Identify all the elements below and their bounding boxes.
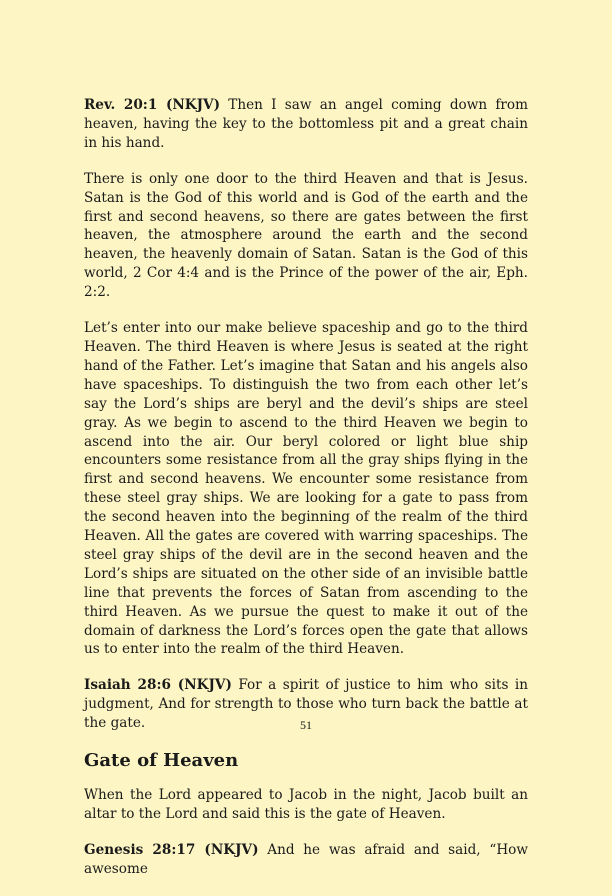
paragraph-text: For a spirit of justice to him who sits in judgment, And for strength to those who turn back the battle at the gate. <box>84 677 528 732</box>
scripture-reference: Isaiah 28:6 (NKJV) <box>84 677 232 694</box>
paragraph-text: Let’s enter into our make believe spaceship and go to the third Heaven. The third Heaven is where Jesus is seated at the right hand of the Father. Let’s imagine that Satan and his angels also have spaceships. To distinguish the two from each other let’s say the Lord’s ships are beryl and the devil’s ships are steel gray. As we begin to ascend to the third Heaven we begin to ascend into the air. Our beryl colored or light blue ship encounters some resistance from all the gray ships flying in the first and second heavens. We encounter some resistance from these steel gray ships. We are looking for a gate to pass from the second heaven into the beginning of the realm of the third Heaven. All the gates are covered with warring spaceships. The steel gray ships of the devil are in the second heaven and the Lord’s ships are situated on the other side of an invisible battle line that prevents the forces of Satan from ascending to the third Heaven. As we pursue the quest to make it out of the domain of darkness the Lord’s forces open the gate that allows us to enter into the realm of the third Heaven. <box>84 320 528 658</box>
page-body <box>84 96 528 896</box>
paragraph-spaceship <box>84 319 528 659</box>
paragraph-rev-20-1 <box>84 96 528 153</box>
paragraph-genesis-28-17 <box>84 841 528 879</box>
paragraph-text: There is only one door to the third Heaven and that is Jesus. Satan is the God of this world and is God of the earth and the first and second heavens, so there are gates between the first heaven, the atmosphere around the earth and the second heaven, the heavenly domain of Satan. Satan is the God of this world, 2 Cor 4:4 and is the Prince of the power of the air, Eph. 2:2. <box>84 170 528 301</box>
paragraph-text: When the Lord appeared to Jacob in the night, Jacob built an altar to the Lord and said this is the gate of Heaven. <box>84 787 528 822</box>
paragraph-third-heaven-door <box>84 170 528 302</box>
paragraph-text: And he was afraid and said, “How awesome <box>84 841 528 877</box>
scripture-reference: Rev. 20:1 (NKJV) <box>84 97 221 113</box>
scripture-reference: Genesis 28:17 (NKJV) <box>84 841 259 858</box>
page-number: 51 <box>300 718 312 732</box>
paragraph-text: Then I saw an angel coming down from heaven, having the key to the bottomless pit and a great chain in his hand. <box>84 97 528 151</box>
section-heading: Gate of Heaven <box>84 750 239 772</box>
